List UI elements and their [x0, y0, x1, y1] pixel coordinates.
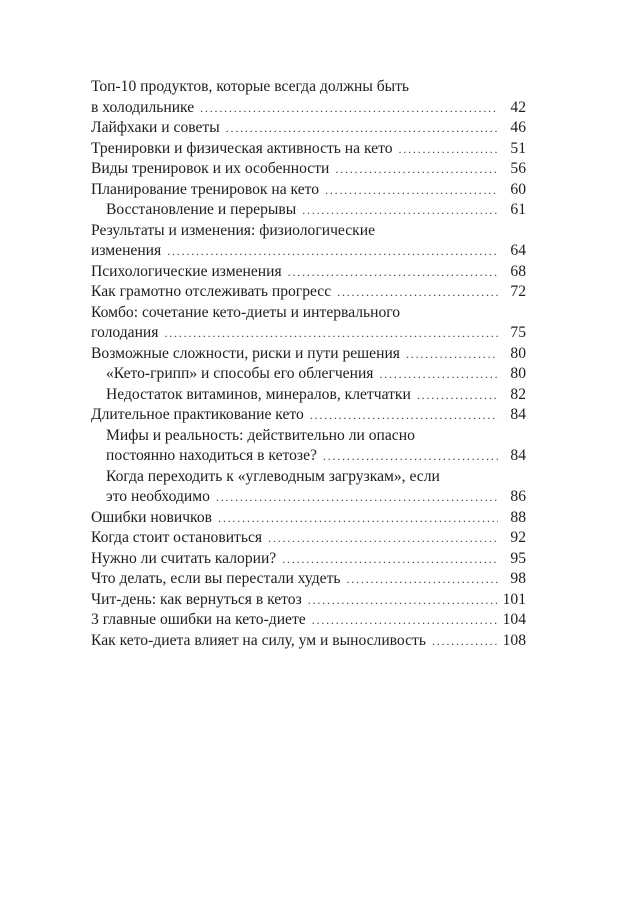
toc-page-number: 75 — [510, 324, 526, 341]
dot-leader — [164, 323, 498, 344]
toc-entry[interactable] — [91, 610, 526, 631]
dot-leader — [308, 590, 497, 611]
toc-page-number: 86 — [510, 488, 526, 505]
toc-line — [91, 200, 526, 221]
toc-line — [91, 118, 526, 139]
dot-leader — [325, 180, 498, 201]
dot-leader — [282, 549, 498, 570]
toc-line — [91, 528, 526, 549]
toc-entry[interactable] — [91, 590, 526, 611]
dot-leader — [417, 385, 498, 406]
dot-leader — [432, 631, 497, 652]
toc-entry-title: Как грамотно отслеживать прогресс — [91, 283, 332, 300]
toc-line — [91, 549, 526, 570]
toc-entry-title: Недостаток витаминов, минералов, клетчатки — [106, 385, 411, 403]
toc-line — [91, 344, 526, 365]
toc-entry[interactable] — [91, 569, 526, 590]
toc-page-number: 56 — [510, 160, 526, 177]
toc-entry[interactable] — [91, 508, 526, 529]
toc-entry[interactable] — [91, 631, 526, 652]
toc-page-number: 61 — [510, 201, 526, 218]
toc-line — [91, 262, 526, 283]
toc-page-number: 88 — [510, 508, 526, 526]
toc-entry[interactable] — [91, 467, 526, 508]
toc-page-number: 84 — [510, 406, 526, 423]
toc-line — [91, 364, 526, 385]
toc-page-number: 51 — [510, 139, 526, 157]
toc-line — [91, 303, 526, 324]
toc-line — [91, 487, 526, 508]
toc-entry[interactable] — [91, 180, 526, 201]
toc-entry[interactable] — [91, 159, 526, 180]
toc-entry[interactable] — [91, 344, 526, 365]
toc-page-number: 108 — [502, 631, 526, 649]
toc-line — [91, 77, 526, 98]
table-of-contents — [91, 77, 526, 651]
toc-line — [91, 323, 526, 344]
toc-entry-title: Планирование тренировок на кето — [91, 180, 320, 198]
dot-leader — [335, 159, 498, 180]
dot-leader — [406, 344, 498, 365]
toc-entry-title: это необходимо — [106, 488, 210, 505]
toc-entry[interactable] — [91, 282, 526, 303]
dot-leader — [268, 528, 498, 549]
dot-leader — [399, 139, 499, 160]
toc-entry-title: Психологические изменения — [91, 262, 282, 280]
dot-leader — [323, 446, 498, 467]
toc-page-number: 42 — [510, 98, 526, 116]
toc-entry-title: Длительное практикование кето — [91, 406, 304, 423]
toc-entry-title: Тренировки и физическая активность на кето — [91, 139, 393, 157]
dot-leader — [288, 262, 498, 283]
toc-page-number: 60 — [510, 180, 526, 198]
toc-line — [91, 139, 526, 160]
toc-line — [91, 180, 526, 201]
dot-leader — [310, 405, 498, 426]
toc-entry[interactable] — [91, 549, 526, 570]
toc-page-number: 72 — [510, 283, 526, 300]
toc-page-number: 92 — [510, 529, 526, 546]
toc-entry[interactable] — [91, 77, 526, 118]
toc-entry-title: Что делать, если вы перестали худеть — [91, 570, 341, 587]
toc-page-number: 84 — [510, 447, 526, 464]
dot-leader — [312, 610, 497, 631]
dot-leader — [302, 200, 498, 221]
dot-leader — [379, 364, 498, 385]
dot-leader — [226, 118, 498, 139]
toc-entry-title: Чит-день: как вернуться в кетоз — [91, 590, 302, 608]
toc-entry-title: Нужно ли считать калории? — [91, 549, 277, 567]
toc-page-number: 104 — [502, 611, 526, 628]
toc-page-number: 95 — [510, 549, 526, 567]
toc-line — [91, 405, 526, 426]
toc-entry-title: Когда стоит остановиться — [91, 529, 263, 546]
toc-entry-title: в холодильнике — [91, 98, 195, 116]
toc-entry-title: изменения — [91, 242, 162, 259]
toc-line — [91, 446, 526, 467]
toc-page-number: 101 — [502, 590, 526, 608]
toc-entry[interactable] — [91, 385, 526, 406]
dot-leader — [347, 569, 499, 590]
toc-page-number: 82 — [510, 385, 526, 403]
dot-leader — [167, 241, 498, 262]
dot-leader — [218, 508, 498, 529]
toc-page-number: 98 — [510, 570, 526, 587]
toc-entry[interactable] — [91, 262, 526, 283]
toc-entry-title: голодания — [91, 324, 159, 341]
toc-entry-title: «Кето-грипп» и способы его облегчения — [106, 365, 374, 382]
toc-entry-title: Ошибки новичков — [91, 508, 213, 526]
toc-line — [91, 98, 526, 119]
toc-entry[interactable] — [91, 528, 526, 549]
toc-line — [91, 159, 526, 180]
toc-entry[interactable] — [91, 221, 526, 262]
toc-page-number: 80 — [510, 365, 526, 382]
toc-line — [91, 590, 526, 611]
toc-entry[interactable] — [91, 405, 526, 426]
toc-page-number: 64 — [510, 242, 526, 259]
toc-entry-title: Лайфхаки и советы — [91, 119, 220, 136]
toc-entry-title: Результаты и изменения: физиологические — [91, 221, 375, 239]
toc-entry-title: постоянно находиться в кетозе? — [106, 447, 317, 464]
toc-line — [91, 610, 526, 631]
toc-entry-title: Возможные сложности, риски и пути решения — [91, 344, 400, 362]
toc-entry[interactable] — [91, 426, 526, 467]
toc-line — [91, 508, 526, 529]
dot-leader — [337, 282, 498, 303]
toc-entry-title: Виды тренировок и их особенности — [91, 160, 330, 177]
toc-line — [91, 467, 526, 488]
toc-entry-title: 3 главные ошибки на кето-диете — [91, 611, 306, 628]
toc-entry-title: Как кето-диета влияет на силу, ум и выносливость — [91, 631, 426, 649]
toc-line — [91, 221, 526, 242]
toc-entry-title: Восстановление и перерывы — [106, 201, 297, 218]
toc-entry-title: Мифы и реальность: действительно ли опасно — [106, 426, 415, 444]
toc-entry[interactable] — [91, 118, 526, 139]
toc-line — [91, 385, 526, 406]
toc-entry-title: Когда переходить к «углеводным загрузкам», если — [106, 467, 440, 485]
toc-line — [91, 569, 526, 590]
toc-entry-title: Комбо: сочетание кето-диеты и интервального — [91, 303, 401, 321]
dot-leader — [216, 487, 498, 508]
toc-entry[interactable] — [91, 303, 526, 344]
toc-line — [91, 631, 526, 652]
toc-entry[interactable] — [91, 139, 526, 160]
toc-page-number: 80 — [510, 344, 526, 362]
dot-leader — [200, 98, 498, 119]
toc-line — [91, 426, 526, 447]
toc-entry-title: Топ-10 продуктов, которые всегда должны быть — [91, 78, 410, 95]
toc-line — [91, 282, 526, 303]
toc-line — [91, 241, 526, 262]
toc-entry[interactable] — [91, 364, 526, 385]
toc-page-number: 68 — [510, 262, 526, 280]
toc-entry[interactable] — [91, 200, 526, 221]
toc-page-number: 46 — [510, 119, 526, 136]
